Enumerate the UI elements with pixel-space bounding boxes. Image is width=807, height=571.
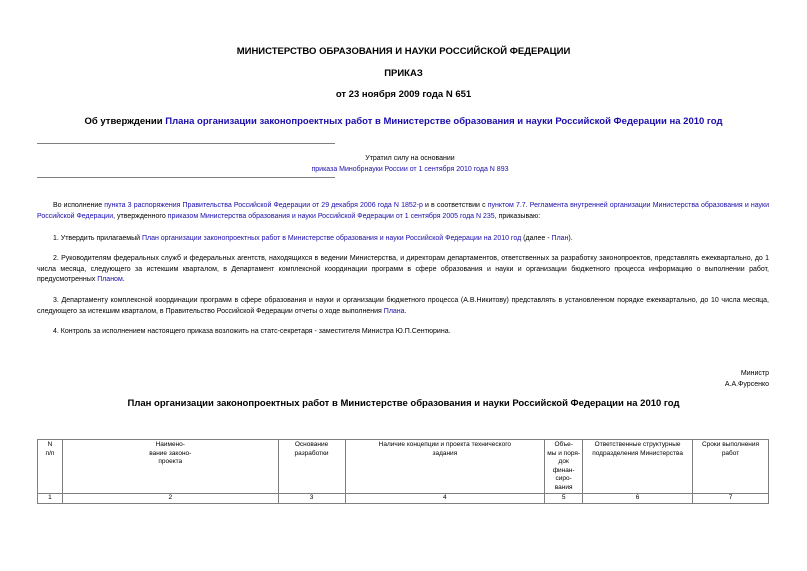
text-span: Во исполнение [53,202,105,209]
column-header [345,440,545,494]
link-government-order[interactable]: пункта 3 распоряжения Правительства Российской Федерации от 29 декабря 2006 года N 1852-р [104,202,423,209]
column-header [38,440,63,494]
lost-force-note [300,153,520,175]
lost-force-text: Утратил силу на основании [365,155,455,162]
column-number: 5 [545,494,583,504]
link-plan[interactable]: План организации законопроектных работ в Министерстве образования и науки Российской Федерации на 2010 год [141,235,522,242]
column-header [693,440,769,494]
divider-top [37,143,335,144]
text-span: 1. Утвердить прилагаемый [53,235,142,242]
text-span: и в соответствии с [422,202,488,209]
column-number: 3 [278,494,345,504]
plan-table [37,439,769,504]
signature-block [725,368,769,390]
column-header [278,440,345,494]
column-number: 1 [38,494,63,504]
signature-position: Министр [740,370,769,377]
text-span: 2. Руководителям федеральных служб и федеральных агентств, находящихся в ведении Министерства, и директорам департаментов, ответственных за разработку законопроектов, представлять ежеквартально, до 1 числа месяца, следующего за истекшим кварталом, в Департамент комплексной координации программ в сфере образования и науки и организации бюджетного процесса информацию о выполнении работ, предусмотренных [37,255,769,283]
text-span: . [122,276,125,283]
signature-name: А.А.Фурсенко [724,381,769,388]
header-text: N п/п [45,441,55,457]
header-text: Наимено- вание законо- проекта [149,441,192,465]
lost-force-link[interactable]: приказа Минобрнауки России от 1 сентября 2010 года N 893 [311,166,509,173]
paragraph-item-4: 4. Контроль за исполнением настоящего приказа возложить на статс-секретаря - заместителя Министра Ю.П.Сентюрина. [53,328,451,335]
link-plan-short[interactable]: План [551,235,569,242]
text-span: , утвержденного [113,212,168,220]
header-text: Объе- мы и поря- док финан- сиро- вания [547,441,581,491]
plan-table-header-row [38,440,769,494]
header-text: Сроки выполнения работ [701,441,760,457]
column-header [545,440,583,494]
doc-type-heading: ПРИКАЗ [384,68,423,79]
paragraph-item-2 [37,254,769,286]
link-ministry-order[interactable]: приказом Министерства образования и науки Российской Федерации от 1 сентября 2005 года N 235 [167,212,495,220]
link-regulation[interactable]: пунктом 7.7. Регламента внутренней организации Министерства образования и науки Российской Федерации [37,202,770,220]
link-plan-item2[interactable]: Планом [97,276,123,283]
column-number: 4 [345,494,545,504]
doc-title-prefix: Об утверждении [84,116,166,127]
column-header [62,440,278,494]
text-span: 3. Департаменту комплексной координации программ в сфере образования и науки и организации бюджетного процесса (А.В.Никитову) представлять в установленном порядке ежеквартально, до 10 числа месяца, следующего за истекшим кварталом, в Правительство Российской Федерации отчеты о ходе выполнения [37,297,769,315]
text-span: (далее - [521,235,552,242]
header-text: Ответственные структурные подразделения Министерства [592,441,683,457]
column-number: 2 [62,494,278,504]
column-number: 7 [693,494,769,504]
header-text: Наличие концепции и проекта технического задания [378,441,512,457]
paragraph-preamble [37,201,769,222]
text-span: ). [568,235,573,242]
column-header [583,440,693,494]
plan-title: План организации законопроектных работ в Министерстве образования и науки Российской Федерации на 2010 год [127,398,680,409]
divider-bottom [37,177,335,178]
doc-title [0,116,807,127]
header-text: Основание разработки [294,441,329,457]
paragraph-item-1 [37,234,769,245]
text-span: , приказываю: [494,212,541,220]
text-span: . [404,307,407,315]
column-number: 6 [583,494,693,504]
ministry-heading: МИНИСТЕРСТВО ОБРАЗОВАНИЯ И НАУКИ РОССИЙСКОЙ ФЕДЕРАЦИИ [236,46,571,57]
link-plan-item3[interactable]: Плана [383,307,405,315]
doc-date: от 23 ноября 2009 года N 651 [335,89,472,100]
plan-table-number-row [38,494,769,504]
paragraph-item-3 [37,296,769,317]
plan-link-title[interactable]: Плана организации законопроектных работ в Министерстве образования и науки Российской Федерации на 2010 год [165,116,723,127]
